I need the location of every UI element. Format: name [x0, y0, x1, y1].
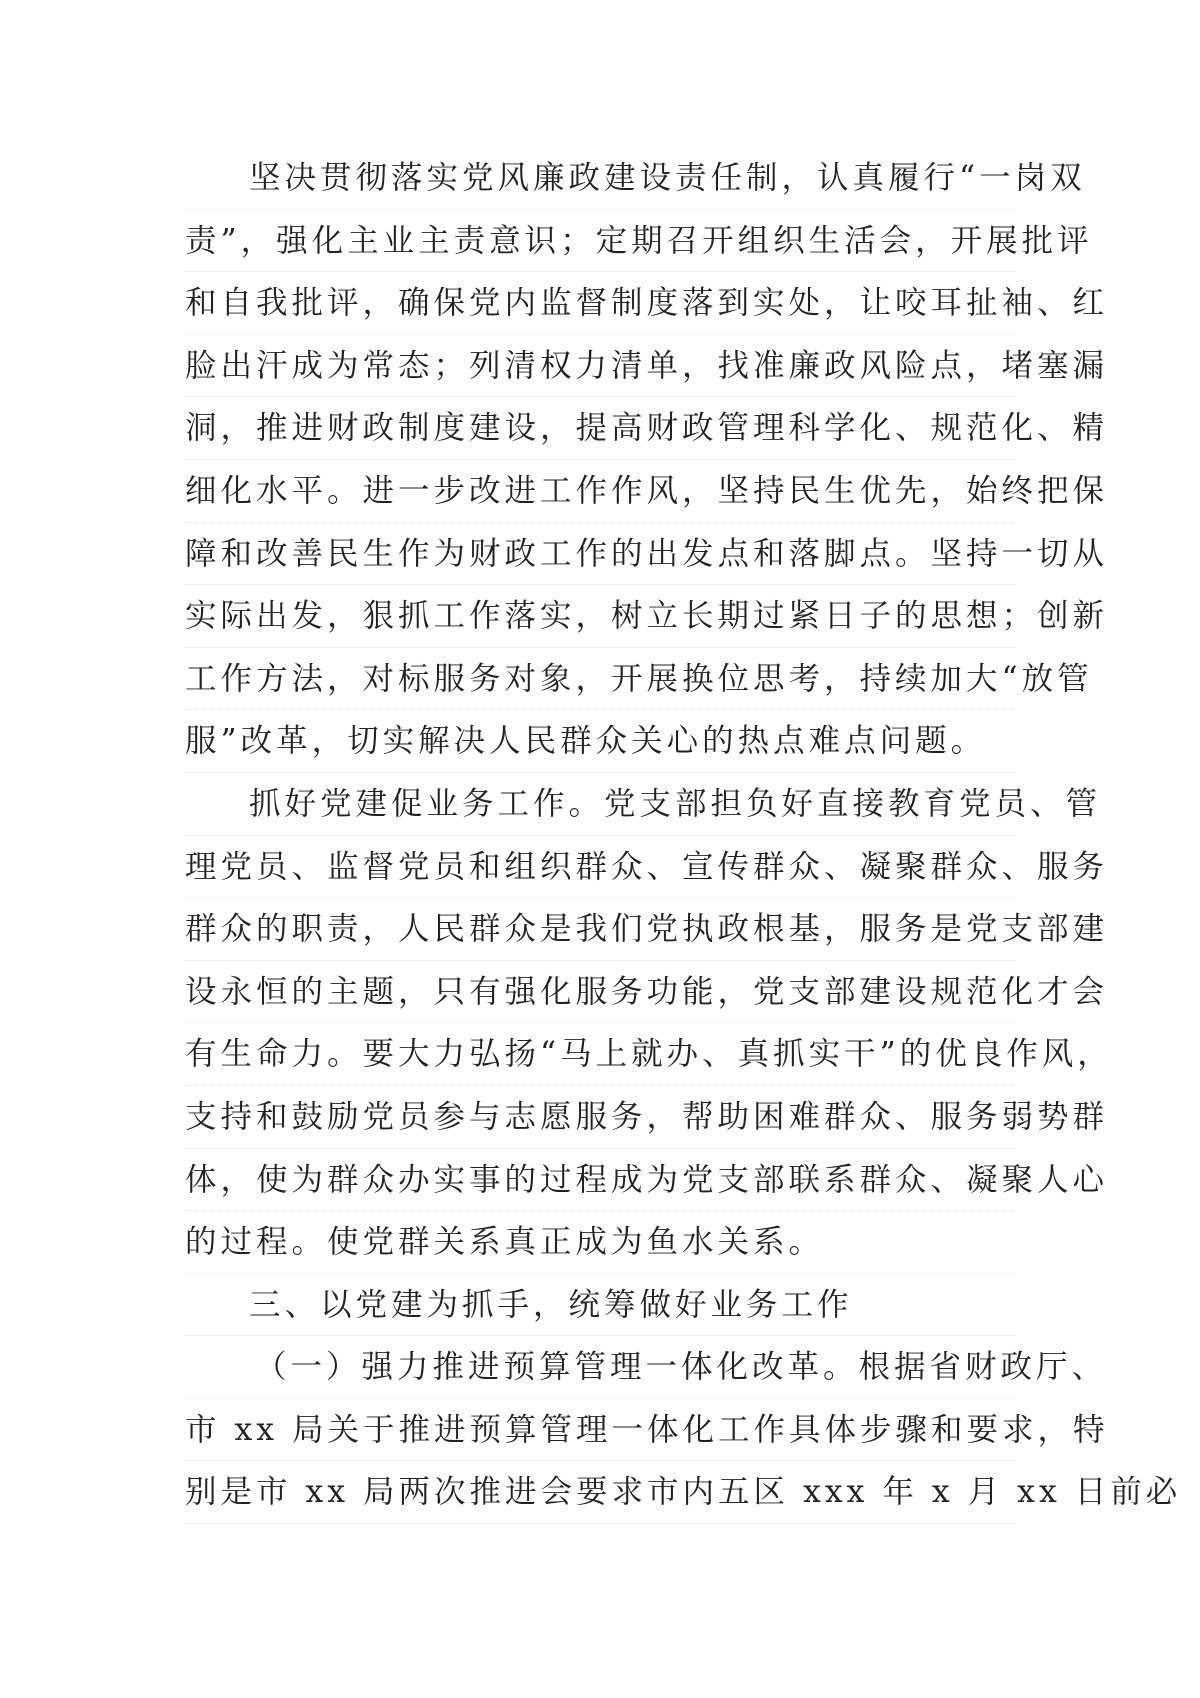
paragraph-line: 洞，推进财政制度建设，提高财政管理科学化、规范化、精	[185, 397, 1015, 460]
paragraph-line: 实际出发，狠抓工作落实，树立长期过紧日子的思想；创新	[185, 585, 1015, 648]
paragraph-line: 理党员、监督党员和组织群众、宣传群众、凝聚群众、服务	[185, 836, 1015, 899]
paragraph-line: 的过程。使党群关系真正成为鱼水关系。	[185, 1211, 1015, 1274]
paragraph-line: 市 xx 局关于推进预算管理一体化工作具体步骤和要求，特	[185, 1399, 1015, 1462]
paragraph-line: 责”，强化主业主责意识；定期召开组织生活会，开展批评	[185, 210, 1015, 273]
document-body	[185, 147, 1182, 1524]
paragraph-line: （一）强力推进预算管理一体化改革。根据省财政厅、	[185, 1336, 1015, 1399]
section-heading: 三、以党建为抓手，统筹做好业务工作	[185, 1274, 1015, 1337]
paragraph-line: 别是市 xx 局两次推进会要求市内五区 xxx 年 x 月 xx 日前必	[185, 1461, 1015, 1524]
paragraph-line: 脸出汗成为常态；列清权力清单，找准廉政风险点，堵塞漏	[185, 335, 1015, 398]
paragraph-line: 支持和鼓励党员参与志愿服务，帮助困难群众、服务弱势群	[185, 1086, 1015, 1149]
paragraph-line: 服”改革，切实解决人民群众关心的热点难点问题。	[185, 710, 1015, 773]
paragraph-line: 障和改善民生作为财政工作的出发点和落脚点。坚持一切从	[185, 523, 1015, 586]
paragraph-line: 工作方法，对标服务对象，开展换位思考，持续加大“放管	[185, 648, 1015, 711]
paragraph-line: 和自我批评，确保党内监督制度落到实处，让咬耳扯袖、红	[185, 272, 1015, 335]
paragraph-line: 群众的职责，人民群众是我们党执政根基，服务是党支部建	[185, 898, 1015, 961]
paragraph-line: 坚决贯彻落实党风廉政建设责任制，认真履行“一岗双	[185, 147, 1015, 210]
paragraph-line: 体，使为群众办实事的过程成为党支部联系群众、凝聚人心	[185, 1149, 1015, 1212]
paragraph-line: 设永恒的主题，只有强化服务功能，党支部建设规范化才会	[185, 961, 1015, 1024]
paragraph-line: 有生命力。要大力弘扬“马上就办、真抓实干”的优良作风，	[185, 1023, 1015, 1086]
paragraph-line: 细化水平。进一步改进工作作风，坚持民生优先，始终把保	[185, 460, 1015, 523]
paragraph-line: 抓好党建促业务工作。党支部担负好直接教育党员、管	[185, 773, 1015, 836]
